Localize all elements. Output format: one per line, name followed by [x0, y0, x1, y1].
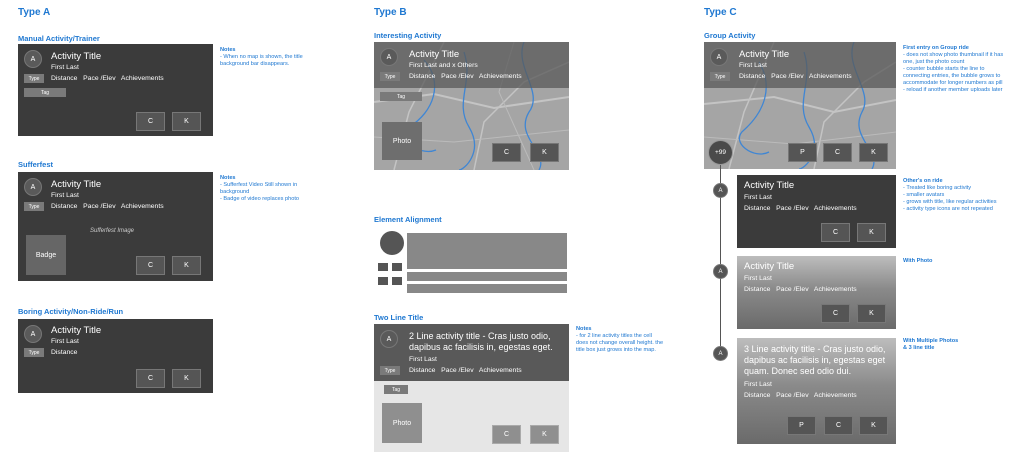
alignment-heading: Element Alignment	[374, 215, 442, 224]
activity-type-badge: Type	[380, 366, 400, 375]
stat-distance: Distance	[51, 75, 78, 82]
sufferfest-card[interactable]	[18, 172, 213, 281]
stats-row: Distance Pace /Elev Achievements	[51, 203, 164, 210]
interesting-activity-card[interactable]	[374, 42, 569, 170]
activity-type-badge: Type	[710, 72, 730, 81]
kudos-button[interactable]: K	[859, 143, 888, 162]
others-activity-card[interactable]	[737, 175, 896, 248]
athlete-name[interactable]: First Last	[744, 381, 772, 388]
comment-button[interactable]: C	[823, 143, 852, 162]
tag[interactable]: Tag	[24, 88, 66, 97]
athlete-name[interactable]: First Last	[739, 62, 767, 69]
comment-button[interactable]: C	[492, 425, 521, 444]
two-line-card[interactable]	[374, 324, 569, 452]
photo-thumbnail[interactable]: Photo	[382, 403, 422, 443]
stats-row: Distance Pace /Elev Achievements	[409, 73, 522, 80]
photo-thumbnail[interactable]: Photo	[382, 122, 422, 160]
stat-achievements: Achievements	[120, 75, 164, 82]
boring-heading: Boring Activity/Non-Ride/Run	[18, 307, 124, 316]
manual-notes: Notes - When no map is shown, the title background bar disappears.	[220, 47, 330, 68]
title-overlay	[704, 42, 896, 88]
kudos-button[interactable]: K	[857, 304, 886, 323]
athlete-name[interactable]: First Last	[409, 356, 437, 363]
avatar-small[interactable]: A	[713, 183, 728, 198]
sufferfest-image-label: Sufferfest Image	[90, 228, 135, 234]
stats-row: Distance Pace /Elev Achievements	[739, 73, 852, 80]
avatar[interactable]: A	[24, 178, 42, 196]
two-line-heading: Two Line Title	[374, 313, 424, 322]
manual-heading: Manual Activity/Trainer	[18, 34, 100, 43]
activity-type-badge: Type	[24, 348, 44, 357]
stats-row	[51, 75, 164, 82]
kudos-button[interactable]: K	[172, 369, 201, 388]
two-line-notes: Notes - for 2 line activity titles the cell does not change overall height. the title box just grows into the map.	[576, 326, 664, 353]
activity-title[interactable]: Activity Title	[409, 49, 460, 60]
member-counter-bubble[interactable]: +99	[708, 140, 733, 165]
athlete-name[interactable]: First Last	[51, 192, 79, 199]
notes-title: Notes	[220, 47, 236, 53]
athlete-name[interactable]: First Last and x Others	[409, 62, 478, 69]
group-heading: Group Activity	[704, 31, 756, 40]
interesting-heading: Interesting Activity	[374, 31, 442, 40]
comment-button[interactable]: C	[136, 369, 165, 388]
athlete-name[interactable]: First Last	[51, 338, 79, 345]
stat-pace-elev: Pace /Elev	[83, 75, 116, 82]
multi-photo-card[interactable]	[737, 338, 896, 444]
sufferfest-notes: Notes - Sufferfest Video Still shown in background - Badge of video replaces photo	[220, 175, 299, 202]
comment-button[interactable]: C	[136, 256, 165, 275]
avatar[interactable]: A	[710, 48, 728, 66]
kudos-button[interactable]: K	[859, 416, 888, 435]
type-a-header: Type A	[18, 7, 51, 18]
kudos-button[interactable]: K	[530, 143, 559, 162]
activity-title[interactable]: Activity Title	[744, 261, 795, 272]
activity-type-badge: Type	[24, 202, 44, 211]
comment-button[interactable]: C	[821, 223, 850, 242]
with-photo-notes: With Photo	[903, 258, 933, 264]
stats-row: Distance Pace /Elev Achievements	[744, 286, 857, 293]
activity-title[interactable]: Activity Title	[51, 51, 102, 62]
activity-title[interactable]: Activity Title	[51, 179, 102, 190]
activity-title[interactable]: Activity Title	[51, 325, 102, 336]
kudos-button[interactable]: K	[172, 256, 201, 275]
stats-row: Distance Pace /Elev Achievements	[409, 367, 522, 374]
stats-row: Distance Pace /Elev Achievements	[744, 205, 857, 212]
manual-activity-card[interactable]	[18, 44, 213, 136]
group-notes: First entry on Group ride - does not show photo thumbnail if it has one, just the photo count - counter bubble starts the line to connecting entries, the bubble grows to accommodate for longer numbers as pill - reload if another member uploads later	[903, 45, 1004, 93]
comment-button[interactable]: C	[136, 112, 165, 131]
avatar[interactable]: A	[24, 325, 42, 343]
tag[interactable]: Tag	[380, 92, 422, 101]
athlete-name[interactable]: First Last	[744, 275, 772, 282]
avatar-small[interactable]: A	[713, 264, 728, 279]
type-c-header: Type C	[704, 7, 737, 18]
stats-row: Distance Pace /Elev Achievements	[744, 392, 857, 399]
avatar[interactable]: A	[24, 50, 42, 68]
with-photo-card[interactable]	[737, 256, 896, 329]
photo-count-button[interactable]: P	[787, 416, 816, 435]
comment-button[interactable]: C	[492, 143, 521, 162]
stat-distance: Distance	[51, 349, 78, 356]
alignment-diagram-icon	[374, 227, 569, 297]
photo-count-button[interactable]: P	[788, 143, 817, 162]
kudos-button[interactable]: K	[857, 223, 886, 242]
alignment-diagram	[374, 227, 569, 297]
avatar[interactable]: A	[380, 330, 398, 348]
multi-photo-notes: With Multiple Photos & 3 line title	[903, 338, 959, 351]
activity-title[interactable]: Activity Title	[739, 49, 790, 60]
activity-title[interactable]: 2 Line activity title - Cras justo odio, dapibus ac facilisis in, egestas eget.	[409, 331, 553, 352]
comment-button[interactable]: C	[821, 304, 850, 323]
athlete-name[interactable]: First Last	[744, 194, 772, 201]
activity-type-badge: Type	[380, 72, 400, 81]
avatar[interactable]: A	[380, 48, 398, 66]
comment-button[interactable]: C	[824, 416, 853, 435]
activity-type-badge: Type	[24, 74, 44, 83]
athlete-name[interactable]: First Last	[51, 64, 79, 71]
sufferfest-heading: Sufferfest	[18, 160, 54, 169]
video-badge[interactable]: Badge	[26, 235, 66, 275]
activity-title[interactable]: 3 Line activity title - Cras justo odio, dapibus ac facilisis in, egestas eget quam. Donec sed odio dui.	[744, 344, 886, 376]
kudos-button[interactable]: K	[172, 112, 201, 131]
boring-activity-card[interactable]	[18, 319, 213, 393]
others-notes: Other's on ride - Treated like boring activity - smaller avatars - grows with title, like regular activities - activity type icons are not repeated	[903, 178, 997, 212]
type-b-header: Type B	[374, 7, 407, 18]
tag[interactable]: Tag	[384, 385, 408, 394]
activity-title[interactable]: Activity Title	[744, 180, 795, 191]
avatar-small[interactable]: A	[713, 346, 728, 361]
kudos-button[interactable]: K	[530, 425, 559, 444]
